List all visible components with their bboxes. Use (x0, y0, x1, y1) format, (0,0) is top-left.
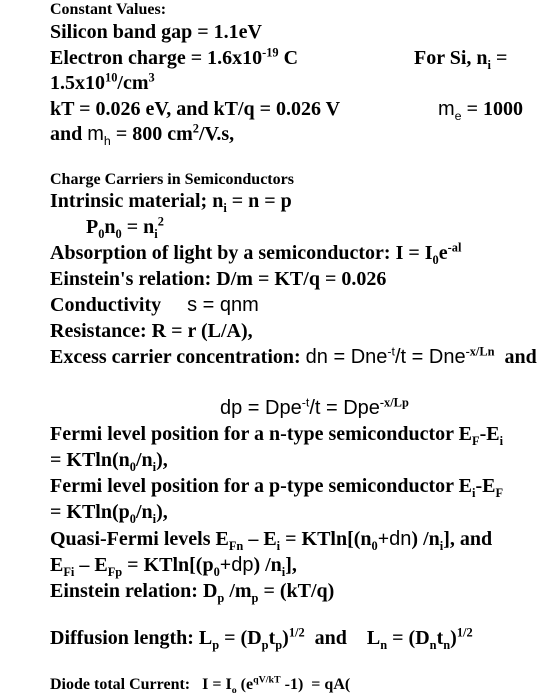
intrinsic-text: Intrinsic material; n (50, 190, 224, 212)
si-ni-eq: = (491, 47, 508, 69)
einstein-relation-line (50, 580, 335, 605)
quasi-sub2: i (276, 539, 281, 553)
me-sub: e (454, 109, 462, 123)
diffusion-eq2: = (D (387, 627, 430, 649)
ni-value-text: 1.5x10 (50, 72, 105, 94)
si-ni-text: For Si, n (414, 47, 488, 69)
kt-line: kT = 0.026 eV, and kT/q = 0.026 V (50, 98, 341, 120)
quasi2-sub3: 0 (213, 565, 220, 579)
dp-line (220, 395, 409, 419)
quasi-sub1: Fn (228, 539, 244, 553)
diffusion-length-line (50, 625, 473, 652)
quasi2-sub1: Fi (63, 565, 75, 579)
quasi-fermi-line (50, 528, 493, 553)
diffusion-t2: t (436, 627, 444, 649)
quasi-plus: + (377, 528, 390, 550)
mh-symbol: m (87, 123, 104, 145)
ni-value-line (50, 70, 155, 94)
pn-n: n (104, 216, 116, 238)
diode-current-line (50, 674, 351, 697)
diffusion-exp2: 1/2 (456, 625, 473, 640)
quasi-dn: dn (389, 528, 412, 550)
fermi-p-eq-sub1: 0 (129, 512, 136, 526)
diffusion-sub2: p (261, 638, 269, 652)
fermi-p-eq-line (50, 501, 168, 526)
mass-action-line (86, 214, 164, 241)
electron-charge-unit: C (278, 47, 299, 69)
pn-eq: = n (121, 216, 155, 238)
diffusion-sub4: n (380, 638, 388, 652)
quasi-sub4: i (439, 539, 444, 553)
excess-exp2: -x/Ln (465, 344, 495, 359)
si-ni-sub: i (487, 58, 491, 72)
pn-n-sub: 0 (115, 227, 122, 241)
fermi-p-text: Fermi level position for a p-type semiconductor E (50, 475, 472, 497)
quasi-div: ) /n (411, 528, 440, 550)
absorption-line (50, 240, 462, 267)
excess-dn: dn = Dne (305, 346, 388, 368)
si-ni-label (414, 47, 508, 72)
diode-sub: o (231, 685, 237, 697)
quasi2-dp: dp (231, 554, 254, 576)
quasi2-sub4: i (281, 565, 286, 579)
pn-i-sub: i (154, 227, 158, 241)
dp-exp1: -t (301, 395, 310, 410)
conductivity-eq: s = qnm (187, 294, 259, 316)
fermi-p-eq: = KTln(p (50, 501, 130, 523)
fermi-p-mid: -E (475, 475, 496, 497)
quasi2-post: ], (285, 554, 297, 576)
absorption-exp2: l (457, 240, 462, 255)
fermi-p-eq-post: ), (156, 501, 168, 523)
excess-line (50, 344, 537, 368)
absorption-e: e (438, 242, 448, 264)
quasi2-sub2: Fp (107, 565, 123, 579)
diffusion-text: Diffusion length: L (50, 627, 213, 649)
einstein2-post: = (kT/q) (258, 580, 335, 602)
intrinsic-sub: i (223, 201, 227, 215)
mh-exp: 2 (192, 121, 199, 136)
einstein2-text: Einstein relation: D (50, 580, 218, 602)
mh-sub: h (103, 134, 111, 148)
electron-charge-line (50, 45, 299, 69)
conductivity-line (50, 295, 259, 315)
fermi-p-eq-mid: /n (135, 501, 153, 523)
quasi2-mid: – E (74, 554, 108, 576)
bandgap-line: Silicon band gap = 1.1eV (50, 21, 263, 43)
quasi-eq: = KTln[(n (280, 528, 372, 550)
diffusion-t: t (268, 627, 276, 649)
dp-a: dp = Dpe (220, 397, 302, 419)
intrinsic-line (50, 190, 292, 215)
diffusion-sub5: n (429, 638, 437, 652)
einstein2-sub1: p (217, 591, 225, 605)
fermi-n-eq-line (50, 449, 168, 474)
fermi-n-sub2: i (499, 434, 504, 448)
quasi-mid: – E (243, 528, 277, 550)
quasi2-eq: = KTln[(p (122, 554, 214, 576)
einstein2-sub2: p (251, 591, 259, 605)
diffusion-sub6: n (443, 638, 451, 652)
me-symbol: m (438, 98, 455, 120)
dp-exp2: -x/Lp (379, 395, 409, 410)
ni-value-unit: /cm (117, 72, 149, 94)
diode-exp: qV/kT (253, 674, 281, 686)
diffusion-and: and L (304, 627, 381, 649)
pn-p-sub: 0 (98, 227, 105, 241)
quasi-text: Quasi-Fermi levels E (50, 528, 229, 550)
fermi-n-sub1: F (472, 434, 480, 448)
fermi-n-eq: = KTln(n (50, 449, 130, 471)
electron-charge-exp: -19 (262, 45, 279, 60)
diffusion-close: ) (282, 627, 289, 649)
intrinsic-eq: = n = p (226, 190, 292, 212)
quasi2-plus: + (219, 554, 232, 576)
me-value (438, 98, 523, 123)
diode-mid: (e (236, 676, 254, 693)
electron-charge-text: Electron charge = 1.6x10 (50, 47, 263, 69)
einstein-line: Einstein's relation: D/m = KT/q = 0.026 (50, 268, 387, 290)
absorption-sub: 0 (432, 253, 439, 267)
fermi-n-text: Fermi level position for a n-type semiconductor E (50, 423, 472, 445)
charge-carriers-heading: Charge Carriers in Semiconductors (50, 171, 294, 188)
pn-p: P (86, 216, 99, 238)
mh-line (50, 121, 235, 148)
absorption-text: Absorption of light by a semiconductor: I = I (50, 242, 433, 264)
fermi-p-line (50, 475, 504, 500)
diode-post: -1) = qA( (280, 676, 351, 693)
quasi2-div: ) /n (253, 554, 282, 576)
fermi-n-eq-mid: /n (135, 449, 153, 471)
fermi-n-eq-sub2: i (152, 460, 157, 474)
excess-mid: /t = Dne (394, 346, 466, 368)
conductivity-label: Conductivity (50, 294, 162, 316)
mh-unit: /V.s, (198, 123, 235, 145)
diffusion-close2: ) (450, 627, 457, 649)
diffusion-sub3: p (275, 638, 283, 652)
excess-exp1: -t (387, 344, 395, 359)
quasi-sub3: 0 (371, 539, 378, 553)
fermi-n-eq-post: ), (156, 449, 168, 471)
einstein2-mid: /m (224, 580, 252, 602)
diffusion-exp: 1/2 (288, 625, 305, 640)
diffusion-eq: = (D (219, 627, 262, 649)
diffusion-sub1: p (212, 638, 220, 652)
fermi-n-line (50, 423, 504, 448)
excess-and: and (504, 346, 537, 368)
fermi-p-sub2: F (495, 486, 504, 500)
fermi-p-eq-sub2: i (152, 512, 157, 526)
quasi2-e: E (50, 554, 64, 576)
fermi-p-sub1: i (472, 486, 476, 500)
excess-label: Excess carrier concentration: (50, 346, 306, 368)
resistance-line: Resistance: R = r (L/A), (50, 320, 253, 342)
ni-value-exp2: 3 (148, 70, 155, 85)
dp-b: /t = Dpe (309, 397, 380, 419)
me-eq: = 1000 (461, 98, 523, 120)
fermi-n-eq-sub1: 0 (129, 460, 136, 474)
quasi-fermi-line-2 (50, 554, 297, 579)
quasi-post: ], and (443, 528, 493, 550)
ni-value-exp: 10 (105, 70, 118, 85)
absorption-exp: -a (447, 240, 458, 255)
fermi-n-mid: -E (479, 423, 500, 445)
mh-eq: = 800 cm (110, 123, 193, 145)
mh-and: and (50, 123, 88, 145)
constants-heading: Constant Values: (50, 1, 167, 18)
diode-text: Diode total Current: I = I (50, 676, 232, 693)
pn-exp: 2 (157, 214, 164, 229)
